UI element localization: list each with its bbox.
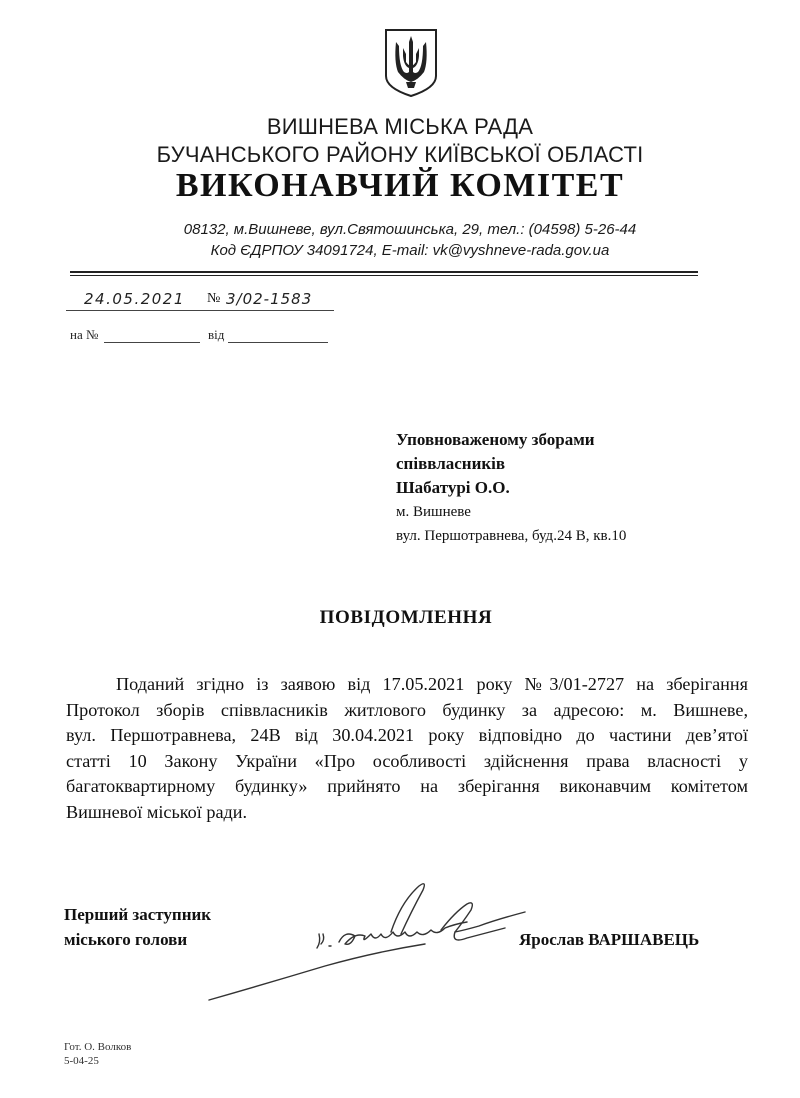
registration-number-label: № <box>207 291 221 306</box>
prepared-by-phone: 5-04-25 <box>64 1055 99 1067</box>
reference-label: на № <box>70 327 99 342</box>
ukraine-trident-icon <box>382 26 440 98</box>
signer-position-line1: Перший заступник <box>64 905 212 924</box>
body-line: вул. Першотравнева, 24В від 30.04.2021 року відповідно до частини дев’ятої <box>66 725 748 745</box>
document-body <box>66 672 748 825</box>
registration-line <box>66 290 334 312</box>
body-line: Протокол зборів співвласників житлового будинку за адресою: м. Вишневе, <box>66 699 748 720</box>
registration-underline <box>66 310 334 311</box>
addressee-block <box>396 428 736 548</box>
address-line: 08132, м.Вишневе, вул.Святошинська, 29, тел.: (04598) 5-26-44 <box>183 221 637 238</box>
document-title: ПОВІДОМЛЕННЯ <box>319 607 493 628</box>
body-line: Поданий згідно із заявою від 17.05.2021 року №3/01-2727 на зберігання <box>116 674 748 694</box>
letterhead-rule <box>70 271 698 273</box>
committee-name: ВИКОНАВЧИЙ КОМІТЕТ <box>175 167 625 204</box>
body-line: багатоквартирному будинку» прийнято на зберігання виконавчим комітетом <box>66 776 748 796</box>
addressee-line2: співвласників <box>396 454 506 473</box>
addressee-city: м. Вишневе <box>396 504 471 520</box>
body-line: Вишневої міської ради. <box>66 801 248 822</box>
body-line: статті 10 Закону України «Про особливості здійснення права власності у <box>66 750 748 771</box>
registration-number: 3/02-1583 <box>226 290 313 308</box>
addressee-line1: Уповноваженому зборами <box>396 430 595 449</box>
handwritten-signature <box>205 872 535 1012</box>
district-name: БУЧАНСЬКОГО РАЙОНУ КИЇВСЬКОЇ ОБЛАСТІ <box>156 142 644 167</box>
council-name: ВИШНЕВА МІСЬКА РАДА <box>266 114 534 139</box>
letterhead-rule-thin <box>70 275 698 276</box>
reference-number-blank <box>104 342 200 343</box>
registration-date: 24.05.2021 <box>84 290 185 308</box>
addressee-name: Шабатурі О.О. <box>396 478 510 497</box>
reference-date-blank <box>228 342 328 343</box>
reference-date-label: від <box>208 327 225 342</box>
prepared-by <box>64 1040 131 1068</box>
addressee-street: вул. Першотравнева, буд.24 В, кв.10 <box>396 528 627 544</box>
code-line: Код ЄДРПОУ 34091724, E-mail: vk@vyshneve-rada.gov.ua <box>210 242 610 259</box>
signer-name: Ярослав ВАРШАВЕЦЬ <box>519 930 700 949</box>
signer-position <box>64 902 211 952</box>
prepared-by-name: Гот. О. Волков <box>64 1041 132 1053</box>
signer-position-line2: міського голови <box>64 930 188 949</box>
